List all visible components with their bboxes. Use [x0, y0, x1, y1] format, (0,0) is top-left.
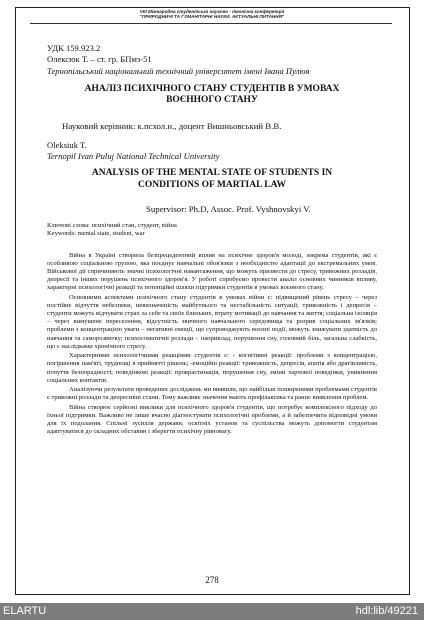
paragraph-5: Війна створює серйозні виклики для психічного здоров'я студентів, що потребує комплексного підходу до їхньої підтримки. Важливо не лише вчасно діагностувати психологічні проблеми, а й забезпечити відповідні умови для їх подолання. Спільні зусилля держави, освітніх установ та суспільства можуть допомогти студентам адаптуватися до складних обставин і зберегти психічну рівновагу.	[47, 404, 377, 436]
conference-header	[0, 9, 424, 20]
paragraph-3: Характерними психологічними реакціями студентів є: - когнітивні реакції: проблеми з концентрацією, погіршення пам'яті, труднощі в прийнятті рішень; -емоційні реакції: тривожність, депресія, апатія або дратівливість, почуття безпорадності; поведінкові реакції: прокрастинація, порушення сну, зміни харчової поведінки, уникнення соціальних контактів.	[47, 352, 377, 384]
affiliation-ua: Тернопільський національний технічний університет імені Івана Пулюя	[47, 66, 310, 76]
supervisor-en: Supervisor: Ph.D, Assoc. Prof. Vyshnovskyi V.	[146, 204, 311, 214]
paragraph-4: Аналізуючи результати проведених досліджень ми виявили, що найбільш поширеними проблемами студентів є тривожні розлади та депресивні стани. Тому важливе значення мають профілактика та раннє виявлення проблем.	[47, 386, 377, 402]
author-ua: Олексюк Т. – ст. гр. БПмз-51	[47, 54, 152, 64]
affiliation-en: Ternopil Ivan Puluj National Technical University	[47, 151, 220, 161]
title-ua-line-1: АНАЛІЗ ПСИХІЧНОГО СТАНУ СТУДЕНТІВ В УМОВАХ	[84, 84, 340, 94]
page-number: 278	[205, 575, 219, 585]
paragraph-2: Основними аспектами психічного стану студентів в умовах війни є: підвищений рівень стресу – через постійне відчуття небезпеки, невизначеність майбутнього та нестабільність ситуації; тривожність і депресія – студенти можуть відчувати страх за себе та своїх близьких, втрату мотивації до навчання та життя; соціальна ізоляція – через вимушене переселення, відсутність звичного навчального середовища та розрив соціальних зв'язків; проблеми з концентрацією уваги – негативні емоції, що супроводжують воєнні події, можуть знижувати здатність до навчання та саморозвитку; психосоматичні розлади – наприклад, порушення сну, головний біль, загальна слабкість, що є наслідками хронічного стресу.	[47, 294, 377, 350]
footer-handle: hdl:lib/49221	[355, 605, 418, 617]
footer-repository: ELARTU	[3, 605, 47, 617]
header-divider	[30, 23, 392, 24]
title-en-line-2: CONDITIONS OF MARTIAL LAW	[138, 180, 286, 190]
title-ua-line-2: ВОЄННОГО СТАНУ	[166, 95, 258, 105]
author-en: Oleksiuk T.	[47, 140, 87, 150]
keywords-en: Keywords: mental state, student, war	[47, 230, 145, 237]
udk-code: УДК 159.923.2	[47, 43, 101, 53]
article-body	[47, 252, 377, 438]
title-en-line-1: ANALYSIS OF THE MENTAL STATE OF STUDENTS IN	[91, 168, 333, 178]
keywords-ua: Ключові слова: психічний стан, студент, війна	[47, 222, 177, 229]
header-line-1: VIII Міжнародна студентська науково - технічна конференція	[139, 9, 285, 14]
supervisor-ua: Науковий керівник: к.псхол.н., доцент Вишньовський В.В.	[62, 121, 282, 131]
header-line-2: "ПРИРОДНИЧІ ТА ГУМАНІТАРНІ НАУКИ. АКТУАЛЬНІ ПИТАННЯ"	[139, 14, 285, 20]
paragraph-1: Війна в Україні створила безпрецедентний вплив на психічне здоров'я молоді, зокрема студентів, які є особливою соціальною групою, яка поєднує навчальні обов'язки з необхідністю адаптації до екстремальних умов. Військової дії спричиняють значні психологічні навантаження, що можуть призвести до стресу, тривожних розладів, депресії та інших порушень психічного здоров'я. У роботі спробуємо провести аналіз основних чинників впливу, характерні психологічні реакції та потенційні шляхи підтримки студентів в умовах воєнного стану.	[47, 252, 377, 292]
